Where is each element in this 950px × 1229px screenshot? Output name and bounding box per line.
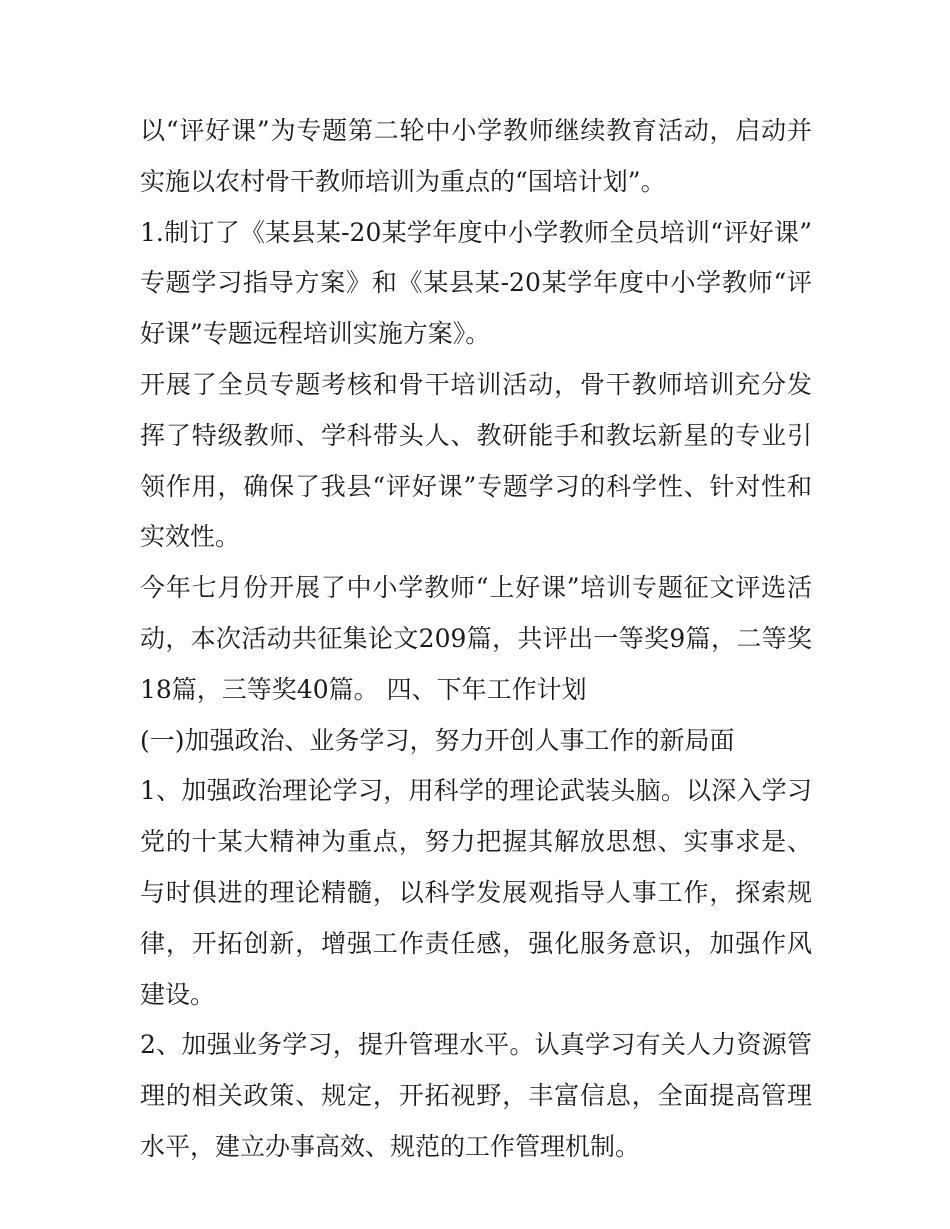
paragraph-3: 开展了全员专题考核和骨干培训活动，骨干教师培训充分发挥了特级教师、学科带头人、教研能手和教坛新星的专业引领作用，确保了我县“评好课”专题学习的科学性、针对性和实效性。: [140, 369, 812, 552]
section-heading: (一)加强政治、业务学习，努力开创人事工作的新局面: [140, 725, 735, 755]
paragraph-4: 今年七月份开展了中小学教师“上好课”培训专题征文评选活动，本次活动共征集论文209篇，共评出一等奖9篇，二等奖18篇，三等奖40篇。 四、下年工作计划: [140, 573, 812, 704]
paragraph-7: 2、加强业务学习，提升管理水平。认真学习有关人力资源管理的相关政策、规定，开拓视野，丰富信息，全面提高管理水平，建立办事高效、规范的工作管理机制。: [140, 1030, 812, 1161]
paragraph-1: 以“评好课”为专题第二轮中小学教师继续教育活动，启动并实施以农村骨干教师培训为重点的“国培计划”。: [140, 116, 812, 196]
document-body: [140, 106, 812, 1173]
paragraph-6: 1、加强政治理论学习，用科学的理论武装头脑。以深入学习党的十某大精神为重点，努力把握其解放思想、实事求是、与时俱进的理论精髓，以科学发展观指导人事工作，探索规律，开拓创新，增强工作责任感，强化服务意识，加强作风建设。: [140, 776, 812, 1009]
paragraph-2: 1.制订了《某县某-20某学年度中小学教师全员培训“评好课”专题学习指导方案》和《某县某-20某学年度中小学教师“评好课”专题远程培训实施方案》。: [140, 217, 812, 349]
